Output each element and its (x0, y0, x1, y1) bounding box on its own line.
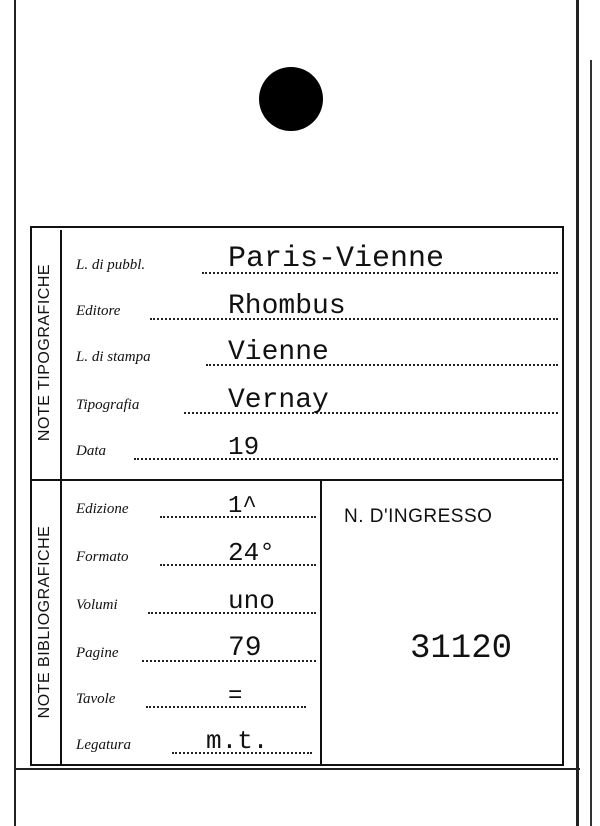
section-divider (32, 479, 564, 481)
section-title-bibliografiche: NOTE BIBLIOGRAFICHE (36, 525, 53, 719)
field-volumi (76, 588, 316, 618)
dotted-line (146, 706, 306, 708)
field-legatura (76, 728, 312, 758)
field-value: 1^ (228, 493, 257, 520)
field-value: Paris-Vienne (228, 242, 445, 276)
field-edizione (76, 492, 316, 522)
dotted-line (134, 458, 558, 460)
field-pagine (76, 633, 316, 666)
field-value: Vernay (228, 385, 329, 416)
field-tipografia (76, 385, 558, 418)
field-value: 24° (228, 538, 275, 568)
ingresso-number: 31120 (410, 630, 513, 668)
field-luogo-stampa (76, 337, 558, 370)
card-right-edge-outer (590, 60, 592, 826)
field-label: Editore (76, 303, 121, 319)
field-label: Edizione (76, 501, 129, 517)
field-editore (76, 291, 558, 324)
field-label: Legatura (76, 737, 132, 753)
field-label: Tavole (76, 691, 116, 707)
field-value: m.t. (206, 726, 269, 756)
field-value: uno (228, 586, 275, 616)
field-value: 19 (228, 432, 260, 462)
field-label: L. di stampa (76, 349, 151, 365)
ingresso-column-divider (320, 481, 322, 764)
field-label: Data (76, 443, 106, 459)
field-label: L. di pubbl. (76, 257, 146, 273)
field-value: = (228, 683, 243, 710)
field-value: Rhombus (228, 291, 346, 322)
punch-hole (259, 67, 323, 131)
field-label: Pagine (76, 645, 119, 661)
field-label: Volumi (76, 597, 118, 613)
field-value: Vienne (228, 337, 329, 368)
section-title-tipografiche: NOTE TIPOGRAFICHE (36, 263, 53, 442)
card-bottom-rule (14, 768, 580, 770)
ingresso-label: N. D'INGRESSO (344, 506, 493, 527)
field-formato (76, 540, 316, 570)
field-value: 79 (228, 633, 262, 664)
field-tavole (76, 682, 306, 712)
field-data (76, 434, 558, 464)
card-left-edge (14, 0, 16, 826)
dotted-line (150, 318, 558, 320)
field-label: Formato (76, 549, 129, 565)
side-rule (60, 230, 62, 764)
field-luogo-pubblicazione (76, 242, 558, 278)
field-label: Tipografia (76, 397, 140, 413)
card-right-edge (576, 0, 579, 826)
